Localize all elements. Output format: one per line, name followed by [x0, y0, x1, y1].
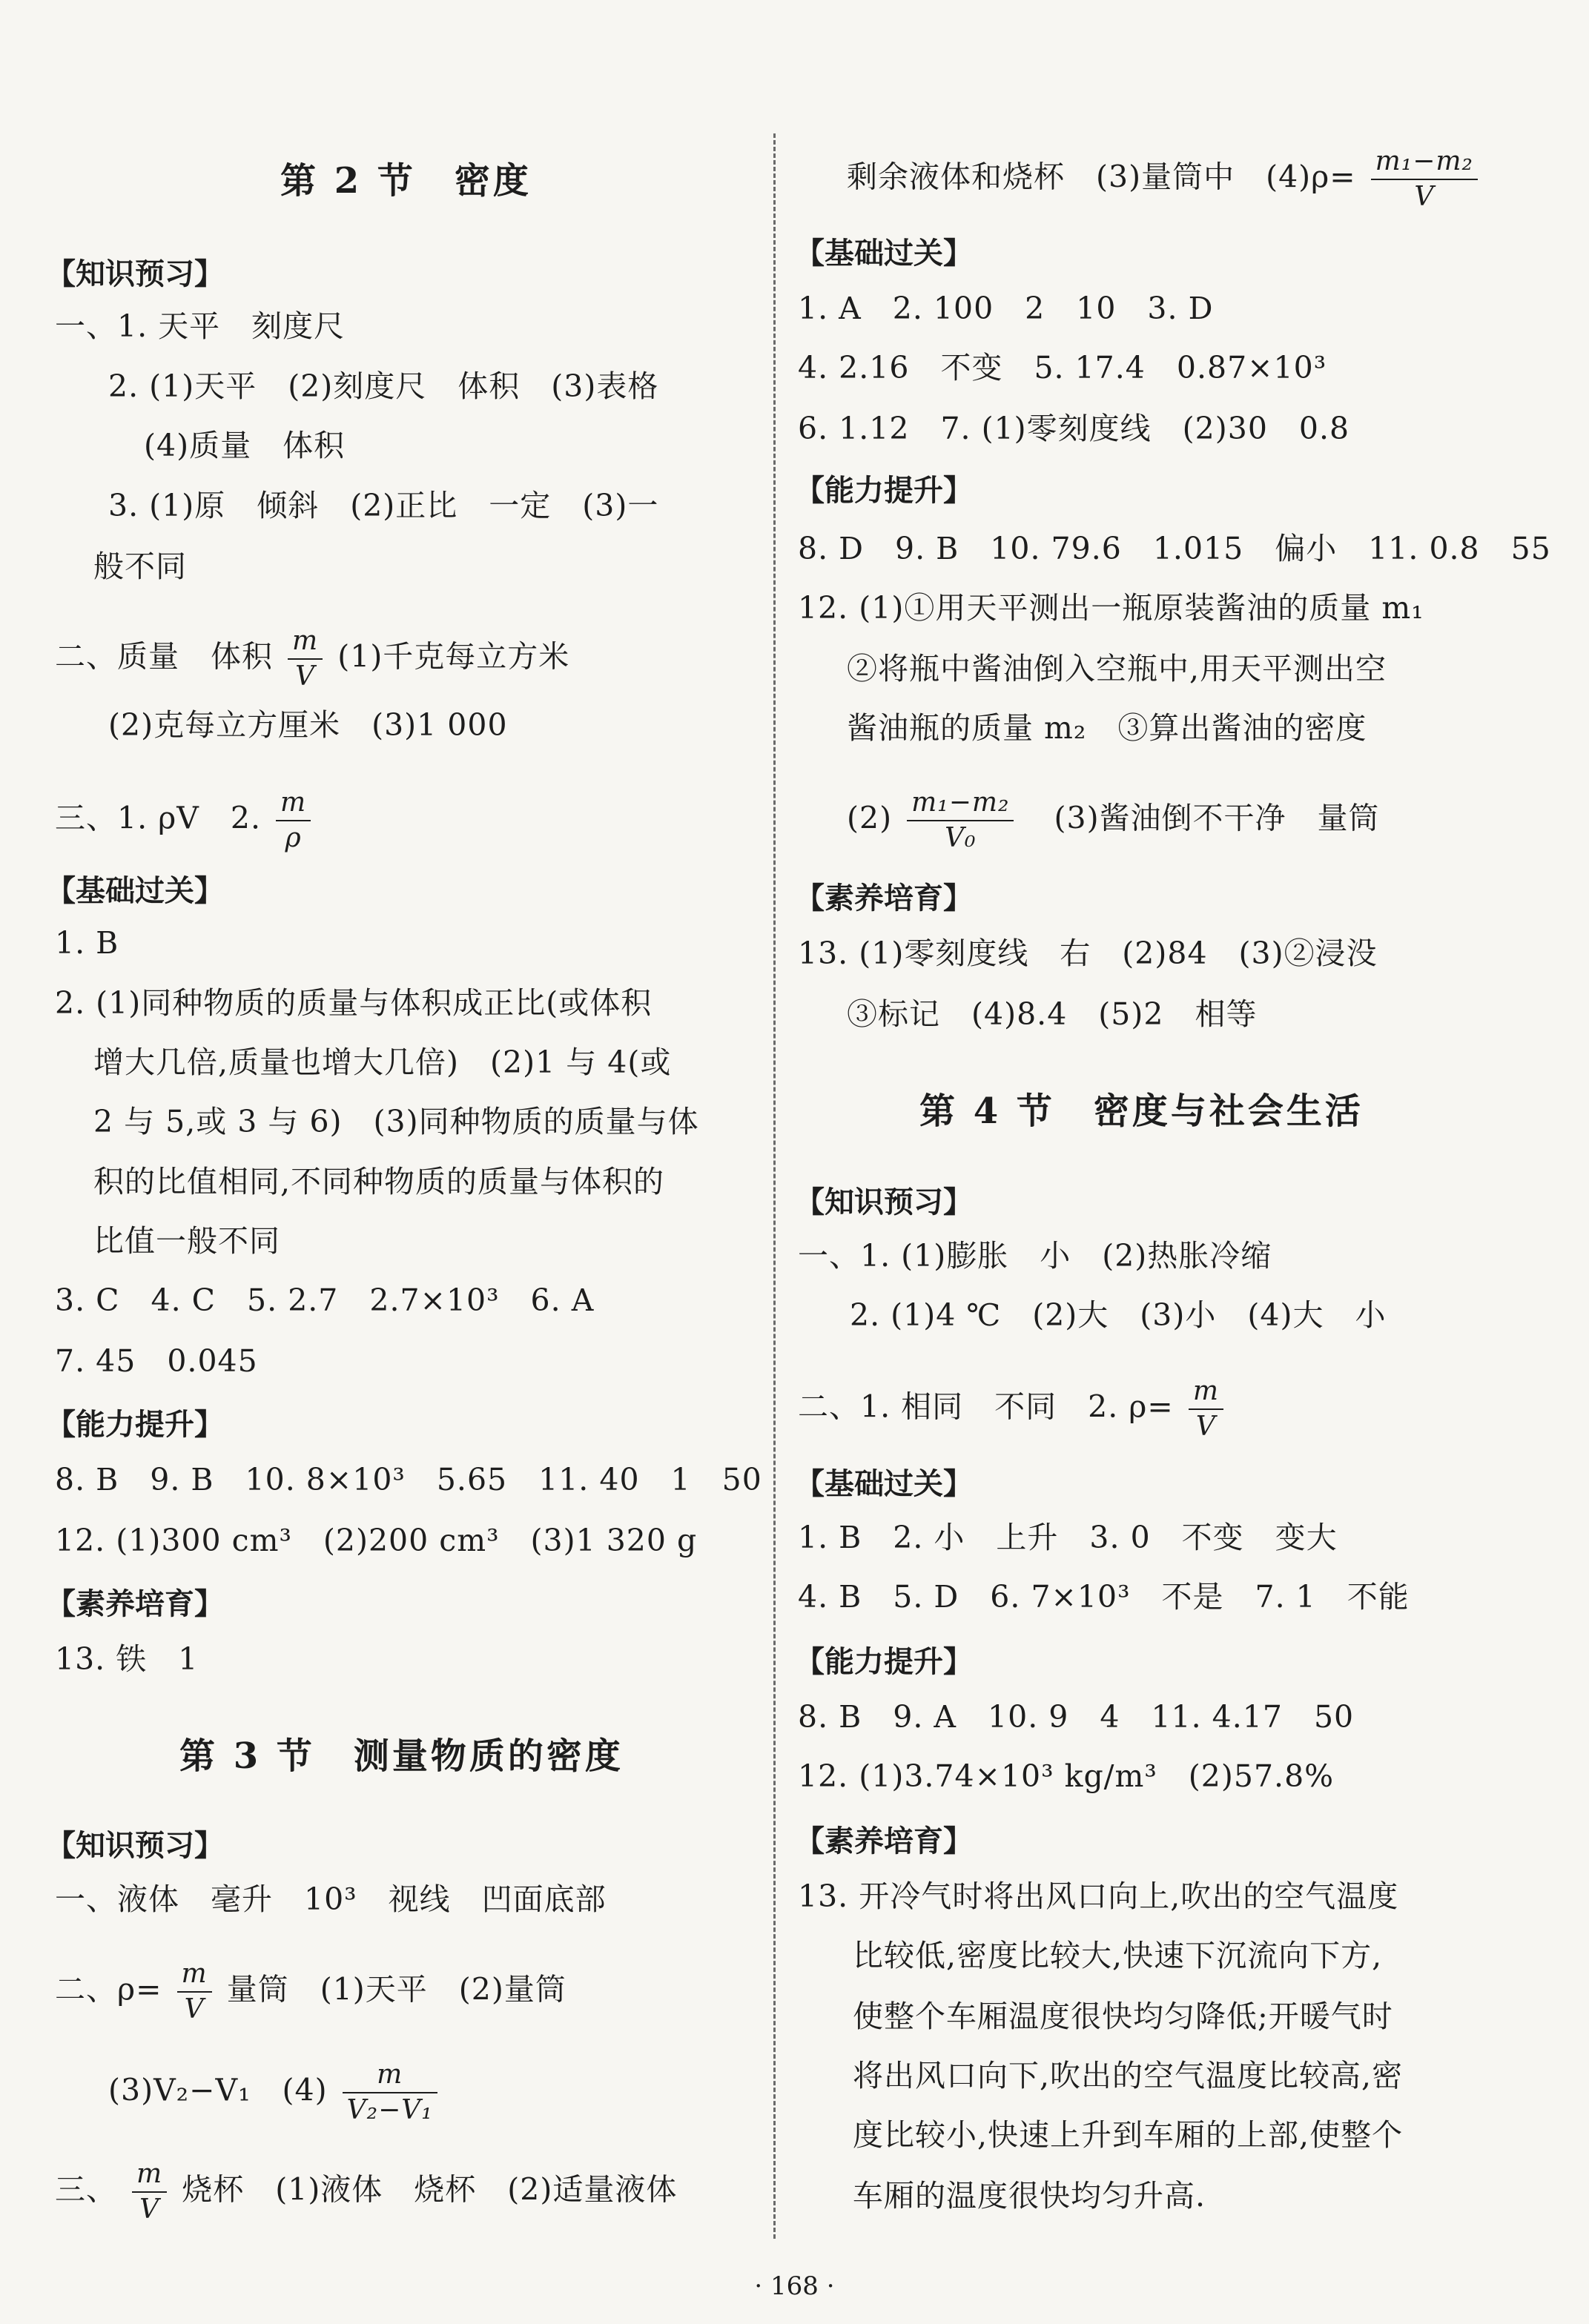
line: 8. B 9. B 10. 8×10³ 5.65 11. 40 1 50 [55, 1462, 762, 1497]
line [108, 2058, 442, 2128]
line: 一、液体 毫升 10³ 视线 凹面底部 [55, 1881, 607, 1917]
fraction-m1m2-over-V [1371, 145, 1478, 214]
numerator: m [343, 2058, 437, 2093]
line: 一、1. 天平 刻度尺 [55, 308, 346, 344]
line: ③标记 (4)8.4 (5)2 相等 [847, 996, 1258, 1032]
text: 三、1. ρV 2. [55, 800, 261, 836]
line: 般不同 [93, 549, 187, 584]
page-number: · 168 · [754, 2271, 835, 2301]
fraction-m-over-V [132, 2157, 167, 2227]
section-title-3: 第 3 节 测量物质的密度 [179, 1735, 624, 1777]
fraction-m-over-V [288, 624, 323, 694]
heading-ability: 【能力提升】 [46, 1407, 224, 1442]
fraction-m-over-V [1189, 1374, 1223, 1444]
numerator: m₁−m₂ [907, 786, 1014, 821]
text: 量筒 (1)天平 (2)量筒 [226, 1971, 566, 2007]
fraction-m-over-V [177, 1957, 212, 2027]
line: 使整个车厢温度很快均匀降低;开暖气时 [853, 1999, 1393, 2034]
line: 2. (1)4 ℃ (2)大 (3)小 (4)大 小 [850, 1297, 1387, 1333]
line: 12. (1)3.74×10³ kg/m³ (2)57.8% [798, 1758, 1335, 1794]
line [55, 1957, 566, 2027]
heading-preview-4: 【知识预习】 [795, 1185, 973, 1219]
numerator: m [288, 624, 323, 660]
text: 三、 [55, 2171, 117, 2208]
denominator: V [1414, 182, 1435, 212]
line [847, 786, 1380, 855]
line: 积的比值相同,不同种物质的质量与体积的 [93, 1164, 665, 1199]
line: (4)质量 体积 [144, 428, 346, 463]
line: 13. 开冷气时将出风口向上,吹出的空气温度 [798, 1878, 1399, 1914]
line: 13. (1)零刻度线 右 (2)84 (3)②浸没 [798, 936, 1378, 971]
line: 增大几倍,质量也增大几倍) (2)1 与 4(或 [93, 1045, 672, 1080]
numerator: m [177, 1957, 212, 1993]
line: 1. A 2. 100 2 10 3. D [798, 291, 1214, 326]
line: 4. 2.16 不变 5. 17.4 0.87×10³ [798, 350, 1327, 385]
line: 2. (1)同种物质的质量与体积成正比(或体积 [55, 985, 653, 1021]
line: 4. B 5. D 6. 7×10³ 不是 7. 1 不能 [798, 1579, 1410, 1615]
fraction-m1m2-over-V0 [907, 786, 1014, 855]
line: 2. (1)天平 (2)刻度尺 体积 (3)表格 [108, 368, 659, 404]
line: 8. D 9. B 10. 79.6 1.015 偏小 11. 0.8 55 [798, 531, 1551, 566]
text: (2) [847, 800, 893, 836]
line [55, 624, 569, 694]
numerator: m [132, 2157, 167, 2193]
heading-ability-4: 【能力提升】 [795, 1644, 973, 1679]
fraction-m-over-rho [276, 786, 311, 855]
line: ②将瓶中酱油倒入空瓶中,用天平测出空 [847, 651, 1387, 686]
numerator: m₁−m₂ [1371, 145, 1478, 180]
line: (2)克每立方厘米 (3)1 000 [108, 707, 508, 743]
heading-basic: 【基础过关】 [795, 236, 973, 271]
denominator: V₀ [945, 823, 977, 853]
heading-preview: 【知识预习】 [46, 256, 224, 291]
line [798, 1374, 1228, 1444]
heading-basic: 【基础过关】 [46, 873, 224, 908]
denominator: V [1195, 1411, 1216, 1442]
text: (1)千克每立方米 [337, 638, 570, 675]
line: 车厢的温度很快均匀升高. [853, 2178, 1206, 2214]
line [55, 2157, 677, 2227]
numerator: m [1189, 1374, 1223, 1410]
line: 酱油瓶的质量 m₂ ③算出酱油的密度 [847, 710, 1367, 746]
line: 1. B [55, 925, 119, 961]
line: 3. (1)原 倾斜 (2)正比 一定 (3)一 [108, 488, 659, 523]
line: 一、1. (1)膨胀 小 (2)热胀冷缩 [798, 1238, 1272, 1274]
line: 1. B 2. 小 上升 3. 0 不变 变大 [798, 1520, 1338, 1555]
line [847, 145, 1482, 214]
text: 二、ρ= [55, 1971, 162, 2007]
text: (3)V₂−V₁ (4) [108, 2072, 328, 2108]
denominator: V [184, 1994, 205, 2025]
line: 将出风口向下,吹出的空气温度比较高,密 [853, 2058, 1404, 2093]
fraction-m-over-V2V1 [343, 2058, 437, 2128]
column-divider [773, 133, 776, 2239]
line: 3. C 4. C 5. 2.7 2.7×10³ 6. A [55, 1282, 595, 1318]
line: 12. (1)300 cm³ (2)200 cm³ (3)1 320 g [55, 1523, 698, 1558]
denominator: V [139, 2194, 160, 2225]
text: 二、1. 相同 不同 2. ρ= [798, 1388, 1174, 1425]
heading-literacy-4: 【素养培育】 [795, 1824, 973, 1858]
line: 7. 45 0.045 [55, 1343, 258, 1379]
heading-basic-4: 【基础过关】 [795, 1466, 973, 1501]
denominator: ρ [285, 823, 302, 853]
text: 剩余液体和烧杯 (3)量筒中 (4)ρ= [847, 159, 1356, 195]
denominator: V [295, 661, 316, 692]
line: 比值一般不同 [93, 1223, 280, 1259]
section-title-2: 第 2 节 密度 [280, 160, 532, 202]
line: 2 与 5,或 3 与 6) (3)同种物质的质量与体 [93, 1104, 699, 1139]
heading-preview-3: 【知识预习】 [46, 1828, 224, 1863]
line: 6. 1.12 7. (1)零刻度线 (2)30 0.8 [798, 411, 1350, 446]
section-title-4: 第 4 节 密度与社会生活 [919, 1090, 1364, 1132]
heading-literacy: 【素养培育】 [46, 1586, 224, 1621]
text: (3)酱油倒不干净 量筒 [1054, 800, 1380, 836]
text: 二、质量 体积 [55, 638, 273, 675]
line: 13. 铁 1 [55, 1641, 199, 1677]
denominator: V₂−V₁ [346, 2095, 433, 2125]
text: 烧杯 (1)液体 烧杯 (2)适量液体 [182, 2171, 678, 2208]
line: 度比较小,快速上升到车厢的上部,使整个 [853, 2117, 1404, 2153]
line [55, 786, 315, 855]
line: 12. (1)①用天平测出一瓶原装酱油的质量 m₁ [798, 590, 1424, 626]
line: 比较低,密度比较大,快速下沉流向下方, [853, 1938, 1383, 1973]
numerator: m [276, 786, 311, 821]
heading-literacy: 【素养培育】 [795, 881, 973, 916]
heading-ability: 【能力提升】 [795, 473, 973, 508]
line: 8. B 9. A 10. 9 4 11. 4.17 50 [798, 1699, 1355, 1735]
